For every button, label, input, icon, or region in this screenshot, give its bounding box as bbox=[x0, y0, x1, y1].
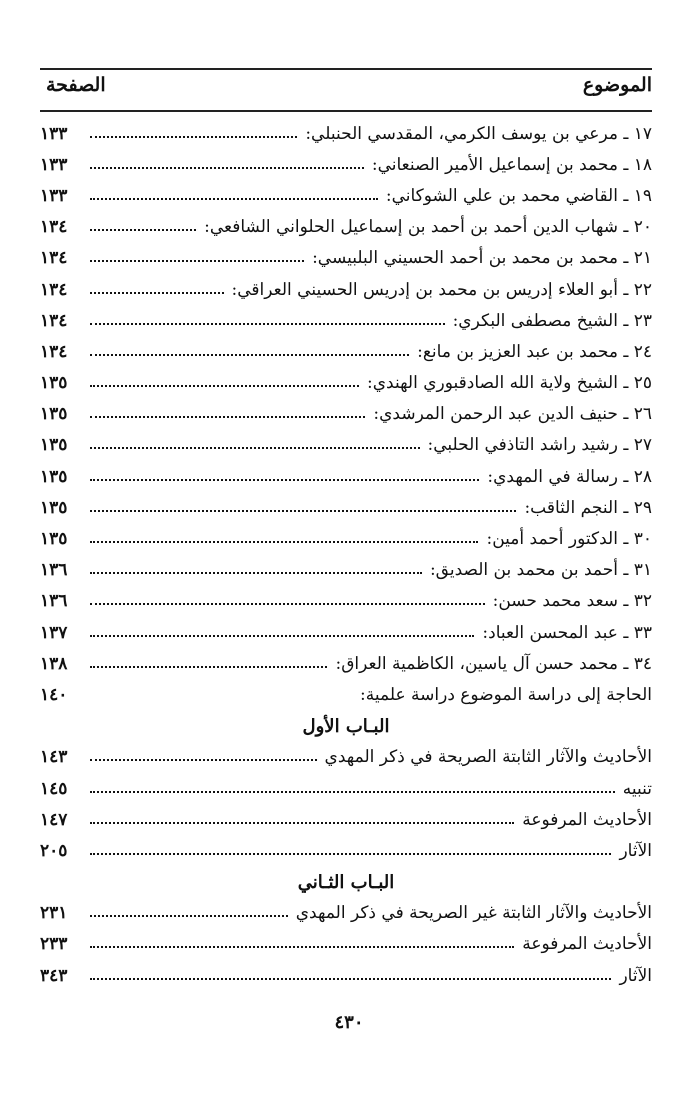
dot-leader bbox=[90, 915, 288, 917]
toc-entry-title: ١٨ ـ محمد بن إسماعيل الأمير الصنعاني: bbox=[371, 154, 652, 175]
toc-row bbox=[40, 960, 652, 991]
toc-row bbox=[40, 399, 652, 430]
dot-leader bbox=[90, 354, 409, 356]
toc-entry-title: ٢٥ ـ الشيخ ولاية الله الصادقبوري الهندي: bbox=[366, 373, 652, 394]
toc-entry-title: الأحاديث والآثار الثابتة غير الصريحة في ذكر المهدي bbox=[295, 903, 652, 924]
toc-entry-page: ١٣٦ bbox=[40, 560, 68, 581]
dot-leader bbox=[90, 822, 514, 824]
toc-entry-title: ٢١ ـ محمد بن محمد بن أحمد الحسيني البلبيسي: bbox=[312, 248, 652, 269]
dot-leader bbox=[90, 323, 445, 325]
toc-entry-title: الأحاديث المرفوعة bbox=[522, 809, 652, 830]
toc-entry-page: ١٤٠ bbox=[40, 684, 68, 705]
header-rule bbox=[40, 110, 652, 112]
toc-entry-title: الأحاديث والآثار الثابتة الصريحة في ذكر المهدي bbox=[324, 747, 652, 768]
toc-row bbox=[40, 212, 652, 243]
toc-entry-page: ١٣٥ bbox=[40, 497, 68, 518]
toc-row bbox=[40, 368, 652, 399]
toc-entry-page: ١٣٥ bbox=[40, 404, 68, 425]
toc-entry-title: ٢٢ ـ أبو العلاء إدريس بن محمد بن إدريس الحسيني العراقي: bbox=[231, 279, 652, 300]
dot-leader bbox=[90, 198, 378, 200]
dot-leader bbox=[90, 541, 478, 543]
toc-entry-page: ١٣٣ bbox=[40, 154, 68, 175]
toc-row bbox=[40, 835, 652, 866]
toc-row bbox=[40, 617, 652, 648]
toc-entry-title: ٢٣ ـ الشيخ مصطفى البكري: bbox=[452, 310, 652, 331]
dot-leader bbox=[90, 572, 422, 574]
toc-entry-page: ١٣٣ bbox=[40, 123, 68, 144]
toc-row bbox=[40, 929, 652, 960]
toc-entry-page: ٣٤٣ bbox=[40, 965, 68, 986]
toc-entry-title: ١٧ ـ مرعي بن يوسف الكرمي، المقدسي الحنبلي: bbox=[305, 123, 652, 144]
toc-entry-title: ٢٩ ـ النجم الثاقب: bbox=[524, 497, 652, 518]
dot-leader bbox=[90, 946, 514, 948]
toc-entry-page: ١٣٤ bbox=[40, 341, 68, 362]
dot-leader bbox=[90, 510, 516, 512]
toc-row bbox=[40, 555, 652, 586]
dot-leader bbox=[90, 978, 611, 980]
dot-leader bbox=[90, 136, 297, 138]
dot-leader bbox=[90, 479, 479, 481]
dot-leader bbox=[90, 229, 196, 231]
dot-leader bbox=[90, 666, 327, 668]
page-number: ٤٣٠ bbox=[334, 1012, 364, 1033]
toc-entry-title: الأحاديث المرفوعة bbox=[522, 934, 652, 955]
toc-row bbox=[40, 461, 652, 492]
section-heading: البـاب الأول bbox=[302, 715, 390, 737]
dot-leader bbox=[90, 416, 365, 418]
toc-entry-title: ٣٢ ـ سعد محمد حسن: bbox=[492, 591, 652, 612]
dot-leader bbox=[90, 635, 474, 637]
toc-entry-page: ١٣٧ bbox=[40, 622, 68, 643]
toc-entry-title: الآثار bbox=[619, 965, 652, 986]
toc-entry-title: الحاجة إلى دراسة الموضوع دراسة علمية: bbox=[360, 684, 652, 705]
dot-leader bbox=[90, 791, 615, 793]
toc-row bbox=[40, 243, 652, 274]
toc-entry-page: ١٣٤ bbox=[40, 279, 68, 300]
toc-entry-page: ١٣٨ bbox=[40, 653, 68, 674]
toc-row bbox=[40, 305, 652, 336]
toc-row bbox=[40, 430, 652, 461]
toc-entry-page: ١٣٤ bbox=[40, 248, 68, 269]
topic-column-header: الموضوع bbox=[582, 74, 652, 96]
toc-entry-title: ١٩ ـ القاضي محمد بن علي الشوكاني: bbox=[385, 185, 652, 206]
toc-entry-title: تنبيه bbox=[622, 778, 652, 799]
toc-row bbox=[40, 274, 652, 305]
toc-row bbox=[40, 804, 652, 835]
dot-leader bbox=[90, 447, 420, 449]
toc-entry-title: الآثار bbox=[619, 840, 652, 861]
toc-entry-title: ٣٤ ـ محمد حسن آل ياسين، الكاظمية العراق: bbox=[335, 653, 652, 674]
toc-entry-title: ٢٤ ـ محمد بن عبد العزيز بن مانع: bbox=[417, 341, 652, 362]
toc-entry-page: ١٣٤ bbox=[40, 217, 68, 238]
toc-entry-page: ١٣٣ bbox=[40, 185, 68, 206]
toc-row bbox=[40, 149, 652, 180]
toc-entry-title: ٣٠ ـ الدكتور أحمد أمين: bbox=[486, 529, 652, 550]
toc-entry-page: ١٣٥ bbox=[40, 529, 68, 550]
toc-entry-page: ١٤٣ bbox=[40, 747, 68, 768]
toc-row bbox=[40, 492, 652, 523]
dot-leader bbox=[90, 759, 317, 761]
page-column-header: الصفحة bbox=[46, 74, 106, 96]
toc-entry-page: ٢٠٥ bbox=[40, 840, 68, 861]
dot-leader bbox=[90, 292, 224, 294]
toc-entry-page: ٢٣١ bbox=[40, 903, 68, 924]
toc-row bbox=[40, 773, 652, 804]
dot-leader bbox=[90, 260, 304, 262]
toc-entry-title: ٢٦ ـ حنيف الدين عبد الرحمن المرشدي: bbox=[373, 404, 652, 425]
toc-row bbox=[40, 523, 652, 554]
toc-row bbox=[40, 742, 652, 773]
toc-row bbox=[40, 898, 652, 929]
toc-row bbox=[40, 679, 652, 710]
toc-entry-page: ١٣٦ bbox=[40, 591, 68, 612]
toc-entry-page: ١٤٧ bbox=[40, 809, 68, 830]
top-rule bbox=[40, 68, 652, 70]
dot-leader bbox=[90, 385, 359, 387]
toc-entry-page: ٢٣٣ bbox=[40, 934, 68, 955]
dot-leader bbox=[90, 603, 485, 605]
dot-leader bbox=[90, 167, 364, 169]
section-heading: البـاب الثـاني bbox=[297, 871, 395, 893]
toc-entry-title: ٢٨ ـ رسالة في المهدي: bbox=[487, 466, 652, 487]
toc-row bbox=[40, 586, 652, 617]
table-of-contents bbox=[40, 118, 652, 991]
toc-entry-page: ١٣٥ bbox=[40, 466, 68, 487]
toc-entry-page: ١٤٥ bbox=[40, 778, 68, 799]
toc-entry-title: ٢٧ ـ رشيد راشد التاذفي الحلبي: bbox=[427, 435, 652, 456]
toc-entry-page: ١٣٤ bbox=[40, 310, 68, 331]
toc-entry-title: ٣٣ ـ عبد المحسن العباد: bbox=[482, 622, 652, 643]
toc-entry-page: ١٣٥ bbox=[40, 373, 68, 394]
dot-leader bbox=[90, 853, 611, 855]
toc-entry-title: ٣١ ـ أحمد بن محمد بن الصديق: bbox=[429, 560, 652, 581]
toc-row bbox=[40, 648, 652, 679]
toc-row bbox=[40, 118, 652, 149]
toc-entry-title: ٢٠ ـ شهاب الدين أحمد بن أحمد بن إسماعيل الحلواني الشافعي: bbox=[204, 217, 652, 238]
toc-row bbox=[40, 180, 652, 211]
toc-row bbox=[40, 336, 652, 367]
toc-entry-page: ١٣٥ bbox=[40, 435, 68, 456]
